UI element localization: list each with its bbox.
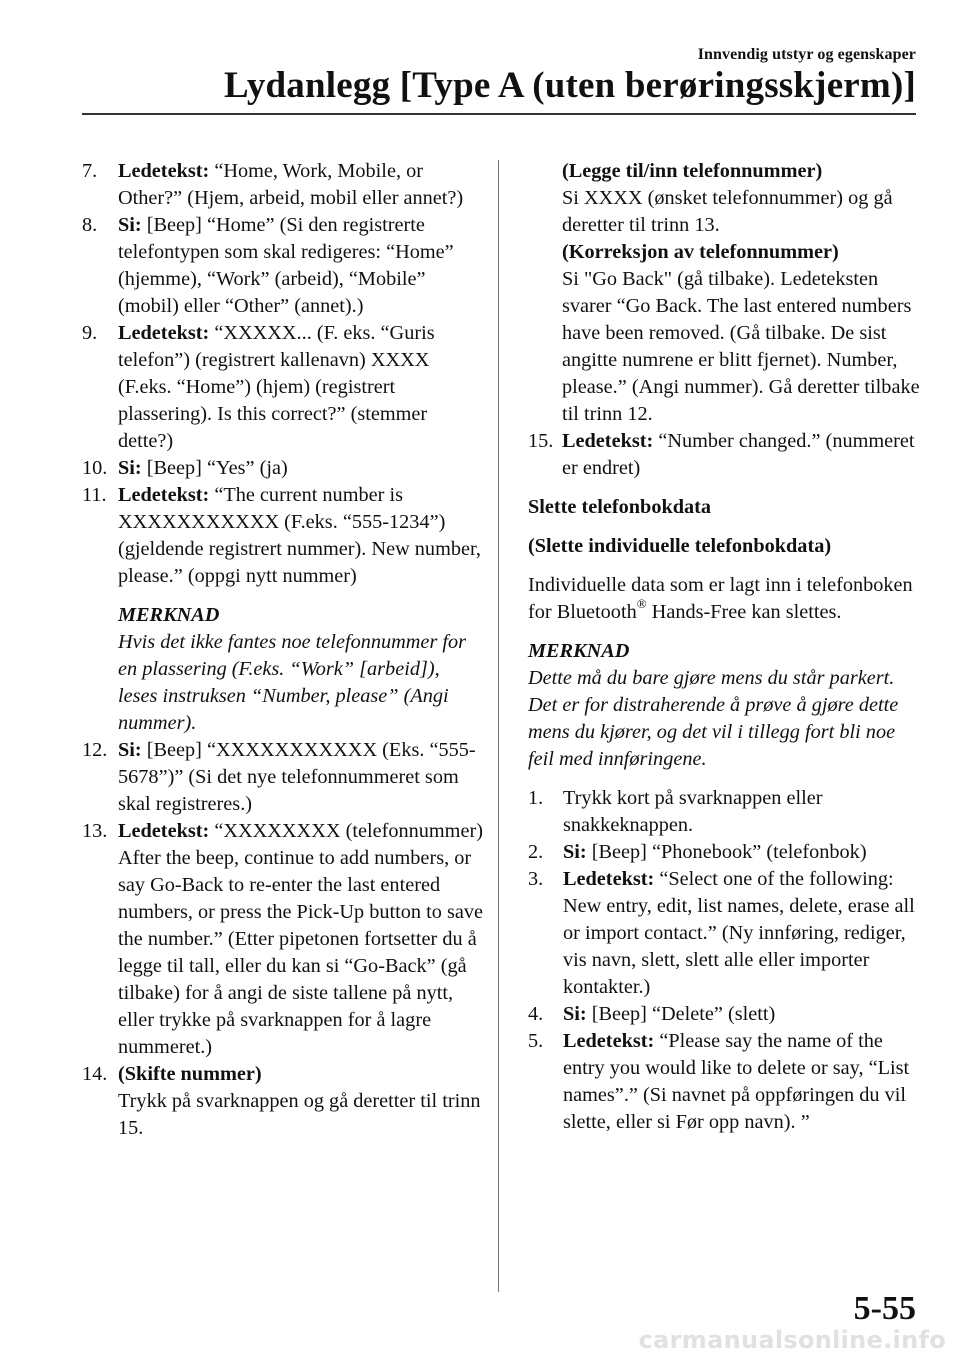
item-number: 13.: [82, 820, 108, 842]
item-number: 9.: [82, 322, 98, 344]
subsection-heading: (Slette individuelle telefonbokdata): [528, 535, 832, 557]
item-number: 10.: [82, 457, 108, 479]
note-text: Dette må du bare gjøre mens du står parkert. Det er for distraherende å prøve å gjøre dette mens du kjører, og det vil i tillegg fort bli noe feil med innføringene.: [528, 667, 899, 770]
intro-text: Individuelle data som er lagt inn i telefonboken for Bluetooth: [528, 574, 913, 623]
header-divider: [82, 113, 916, 115]
subheading-add-number: (Legge til/inn telefonnummer): [562, 160, 823, 182]
item-number: 7.: [82, 160, 98, 182]
list-item: [82, 455, 484, 482]
step-text: [Beep] “Delete” (slett): [586, 1003, 776, 1025]
list-item: [82, 158, 484, 212]
correct-number-text: Si "Go Back" (gå tilbake). Ledeteksten svarer “Go Back. The last entered numbers have been removed. (Gå tilbake. De sist angitte numrene er blitt fjernet). Number, please.” (Angi nummer). Gå deretter tilbake til trinn 12.: [562, 268, 920, 425]
item-text: [Beep] “Yes” (ja): [141, 457, 288, 479]
item-text: Trykk på svarknappen og gå deretter til trinn 15.: [118, 1090, 481, 1139]
list-item: [528, 1001, 920, 1028]
note-title: MERKNAD: [118, 604, 220, 626]
item-text: [Beep] “Home” (Si den registrerte telefontypen som skal redigeres: “Home” (hjemme), “Work” (arbeid), “Mobile” (mobil) eller “Other” (annet).): [118, 214, 454, 317]
item-label: Ledetekst:: [118, 484, 210, 506]
note-block: [528, 638, 920, 773]
step-label: Ledetekst:: [563, 1030, 655, 1052]
item-text: “Number changed.” (nummeret er endret): [562, 430, 915, 479]
subheading-correct-number: (Korreksjon av telefonnummer): [562, 241, 839, 263]
page-number: 5-55: [853, 1290, 916, 1327]
intro-paragraph: [528, 572, 920, 626]
step-text: Trykk kort på svarknappen eller snakkeknappen.: [563, 787, 823, 836]
item-text: “Home, Work, Mobile, or Other?” (Hjem, arbeid, mobil eller annet?): [118, 160, 464, 209]
item-label: Si:: [118, 739, 142, 761]
section-heading: Slette telefonbokdata: [528, 496, 712, 518]
item-label: Ledetekst:: [118, 322, 210, 344]
note-text: Hvis det ikke fantes noe telefonnummer for en plassering (F.eks. “Work” [arbeid]), leses instruksen “Number, please” (Angi nummer).: [118, 631, 467, 734]
item-label: Si:: [118, 214, 142, 236]
item-text: [Beep] “XXXXXXXXXXX (Eks. “555-5678”)” (Si det nye telefonnummeret som skal registreres.): [118, 739, 476, 815]
list-item: [82, 737, 484, 818]
page-title: Lydanlegg [Type A (uten berøringsskjerm)]: [223, 65, 916, 106]
continued-step-14: [528, 158, 920, 428]
step-number: 3.: [528, 868, 544, 890]
list-item: [82, 1061, 484, 1142]
watermark: carmanualsonline.info: [638, 1326, 946, 1354]
step-number: 5.: [528, 1030, 544, 1052]
list-item: [82, 482, 484, 590]
step-number: 4.: [528, 1003, 544, 1025]
step-label: Ledetekst:: [563, 868, 655, 890]
left-column: [82, 158, 484, 1142]
list-item: [528, 785, 920, 839]
registered-mark: ®: [636, 596, 647, 612]
list-item: [528, 1028, 920, 1136]
item-label: Ledetekst:: [118, 160, 210, 182]
list-item: [528, 428, 920, 482]
add-number-text: Si XXXX (ønsket telefonnummer) og gå deretter til trinn 13.: [562, 187, 893, 236]
step-text: “Select one of the following: New entry, edit, list names, delete, erase all or import contact.” (Ny innføring, rediger, vis navn, slett, slett alle eller importer kontakter.): [563, 868, 915, 998]
item-label: Ledetekst:: [562, 430, 654, 452]
step-text: “Please say the name of the entry you would like to delete or say, “List names”.” (Si navnet på oppføringen du vil slette, eller si Før opp navn). ”: [563, 1030, 910, 1133]
item-label: Ledetekst:: [118, 820, 210, 842]
section-header: Innvendig utstyr og egenskaper: [697, 46, 916, 63]
item-text: “XXXXXXXX (telefonnummer) After the beep, continue to add numbers, or say Go-Back to re-enter the last entered numbers, or press the Pick-Up button to save the number.” (Etter pipetonen fortsetter du å legge til tall, eller du kan si “Go-Back” (gå tilbake) for å angi de siste tallene på nytt, eller trykke på svarknappen for å lagre nummeret.): [118, 820, 484, 1058]
list-item: [528, 866, 920, 1001]
item-number: 14.: [82, 1063, 108, 1085]
item-label: (Skifte nummer): [118, 1063, 262, 1085]
list-item: [528, 839, 920, 866]
step-number: 1.: [528, 787, 544, 809]
item-number: 8.: [82, 214, 98, 236]
list-item: [82, 212, 484, 320]
list-item: [82, 818, 484, 1061]
item-label: Si:: [118, 457, 142, 479]
intro-text-end: Hands-Free kan slettes.: [646, 601, 842, 623]
step-label: Si:: [563, 841, 587, 863]
note-title: MERKNAD: [528, 640, 630, 662]
item-number: 12.: [82, 739, 108, 761]
step-number: 2.: [528, 841, 544, 863]
step-label: Si:: [563, 1003, 587, 1025]
note-block: [82, 602, 484, 737]
column-divider: [498, 160, 499, 1292]
item-text: “XXXXX... (F. eks. “Guris telefon”) (registrert kallenavn) XXXX (F.eks. “Home”) (hjem) (registrert plassering). Is this correct?” (stemmer dette?): [118, 322, 435, 452]
list-item: [82, 320, 484, 455]
item-text: “The current number is XXXXXXXXXXX (F.eks. “555-1234”) (gjeldende registrert nummer). New number, please.” (oppgi nytt nummer): [118, 484, 481, 587]
right-column: [528, 158, 920, 1136]
item-number: 15.: [528, 430, 554, 452]
step-text: [Beep] “Phonebook” (telefonbok): [586, 841, 867, 863]
item-number: 11.: [82, 484, 107, 506]
